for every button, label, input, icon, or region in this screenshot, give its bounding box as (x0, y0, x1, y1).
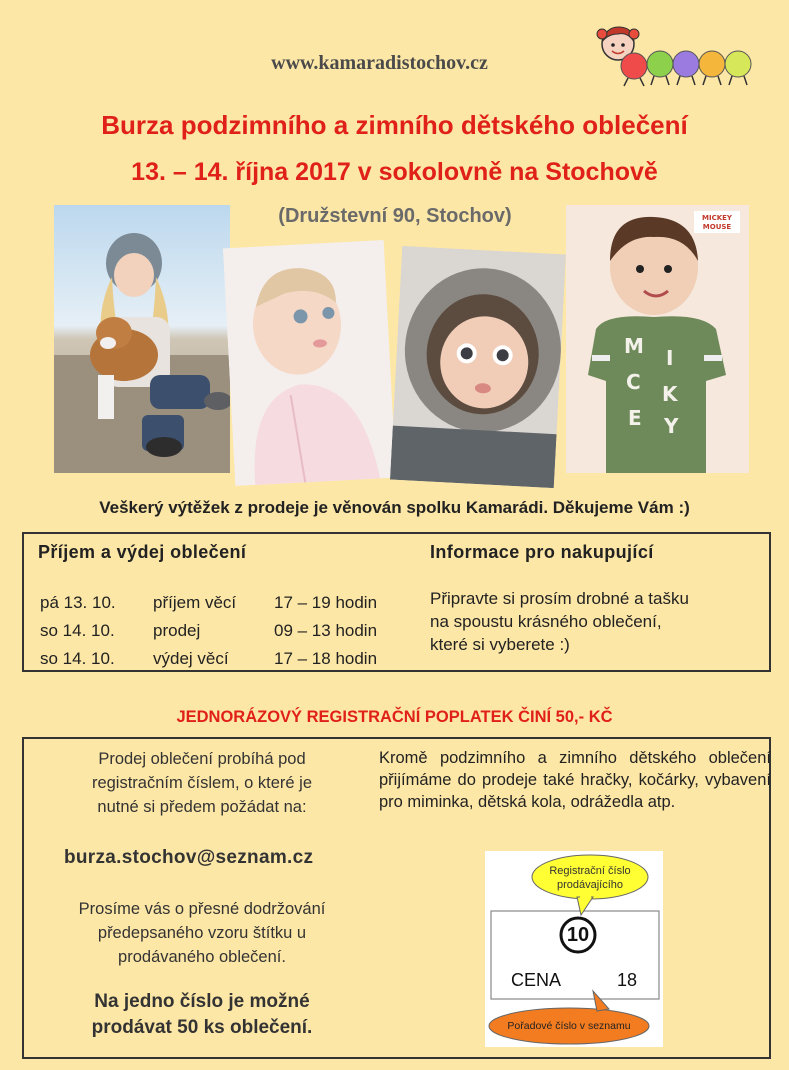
buyers-line: na spoustu krásného oblečení, (430, 612, 662, 631)
registration-instructions (44, 747, 360, 819)
callout-line: prodávajícího (556, 879, 624, 891)
buyers-line: které si vyberete :) (430, 635, 570, 654)
schedule-row (40, 617, 377, 645)
svg-text:MOUSE: MOUSE (702, 223, 732, 231)
buyers-info (430, 587, 689, 656)
schedule-time: 09 – 13 hodin (274, 621, 378, 640)
photo-boy-mickey-shirt (566, 205, 749, 473)
registration-line: nutné si předem požádat na: (97, 798, 307, 816)
callout-registration-number (532, 864, 648, 892)
svg-text:M: M (624, 334, 644, 358)
svg-text:E: E (628, 406, 642, 430)
accepted-items: Kromě podzimního a zimního dětského oblečení přijímáme do prodeje také hračky, kočárky, vybavení pro miminka, dětská kola, odrážedla atp. (379, 749, 771, 811)
label-note (44, 897, 360, 969)
photo-baby-fur-hood (390, 246, 566, 488)
registration-email[interactable]: burza.stochov@seznam.cz (64, 847, 314, 868)
event-title: Burza podzimního a zimního dětského oblečení (101, 110, 688, 140)
label-note-line: předepsaného vzoru štítku u (97, 924, 307, 942)
photo-baby-pink (223, 240, 396, 486)
label-note-line: prodávaného oblečení. (118, 948, 286, 966)
buyers-line: Připravte si prosím drobné a tašku (430, 589, 689, 608)
event-date-place: 13. – 14. října 2017 v sokolovně na Stochově (131, 158, 658, 186)
registration-fee: JEDNORÁZOVÝ REGISTRAČNÍ POPLATEK ČINÍ 50,- KČ (176, 708, 613, 726)
svg-text:MICKEY: MICKEY (702, 214, 732, 222)
item-limit-line: Na jedno číslo je možné (94, 991, 310, 1012)
svg-text:K: K (662, 382, 678, 406)
schedule-box (22, 532, 771, 672)
registration-line: registračním číslem, o které je (91, 774, 313, 792)
label-note-line: Prosíme vás o přesné dodržování (78, 900, 326, 918)
schedule-heading: Příjem a výdej oblečení (38, 542, 247, 562)
svg-text:Y: Y (664, 414, 679, 438)
svg-text:I: I (666, 346, 674, 370)
label-price-value: 18 (617, 970, 638, 990)
schedule-activity: prodej (153, 621, 201, 640)
schedule-row (40, 645, 377, 673)
photo-girl-with-dog (54, 205, 230, 473)
schedule-day: so 14. 10. (40, 621, 115, 640)
label-example (485, 851, 663, 1047)
kamaradi-logo (596, 22, 756, 90)
schedule-activity: příjem věcí (153, 593, 237, 612)
proceeds-note: Veškerý výtěžek z prodeje je věnován spolku Kamarádi. Děkujeme Vám :) (99, 498, 690, 517)
website-url: www.kamaradistochov.cz (271, 52, 488, 74)
buyers-heading: Informace pro nakupující (430, 542, 654, 562)
schedule-row (40, 589, 377, 617)
callout-line: Registrační číslo (549, 865, 631, 877)
schedule-time: 17 – 18 hodin (274, 649, 378, 668)
registration-box (22, 737, 771, 1059)
event-address: (Družstevní 90, Stochov) (278, 205, 512, 227)
item-limit-line: prodávat 50 ks oblečení. (91, 1017, 313, 1038)
schedule-day: so 14. 10. (40, 649, 115, 668)
schedule-time: 17 – 19 hodin (274, 593, 378, 612)
svg-text:C: C (626, 370, 641, 394)
label-price-caption: CENA (511, 970, 562, 990)
label-number: 10 (566, 924, 590, 946)
schedule-table (40, 589, 377, 673)
schedule-activity: výdej věcí (153, 649, 229, 668)
callout-list-order: Pořadové číslo v seznamu (507, 1020, 631, 1032)
item-limit (44, 989, 360, 1041)
schedule-day: pá 13. 10. (40, 593, 116, 612)
registration-line: Prodej oblečení probíhá pod (98, 750, 306, 768)
